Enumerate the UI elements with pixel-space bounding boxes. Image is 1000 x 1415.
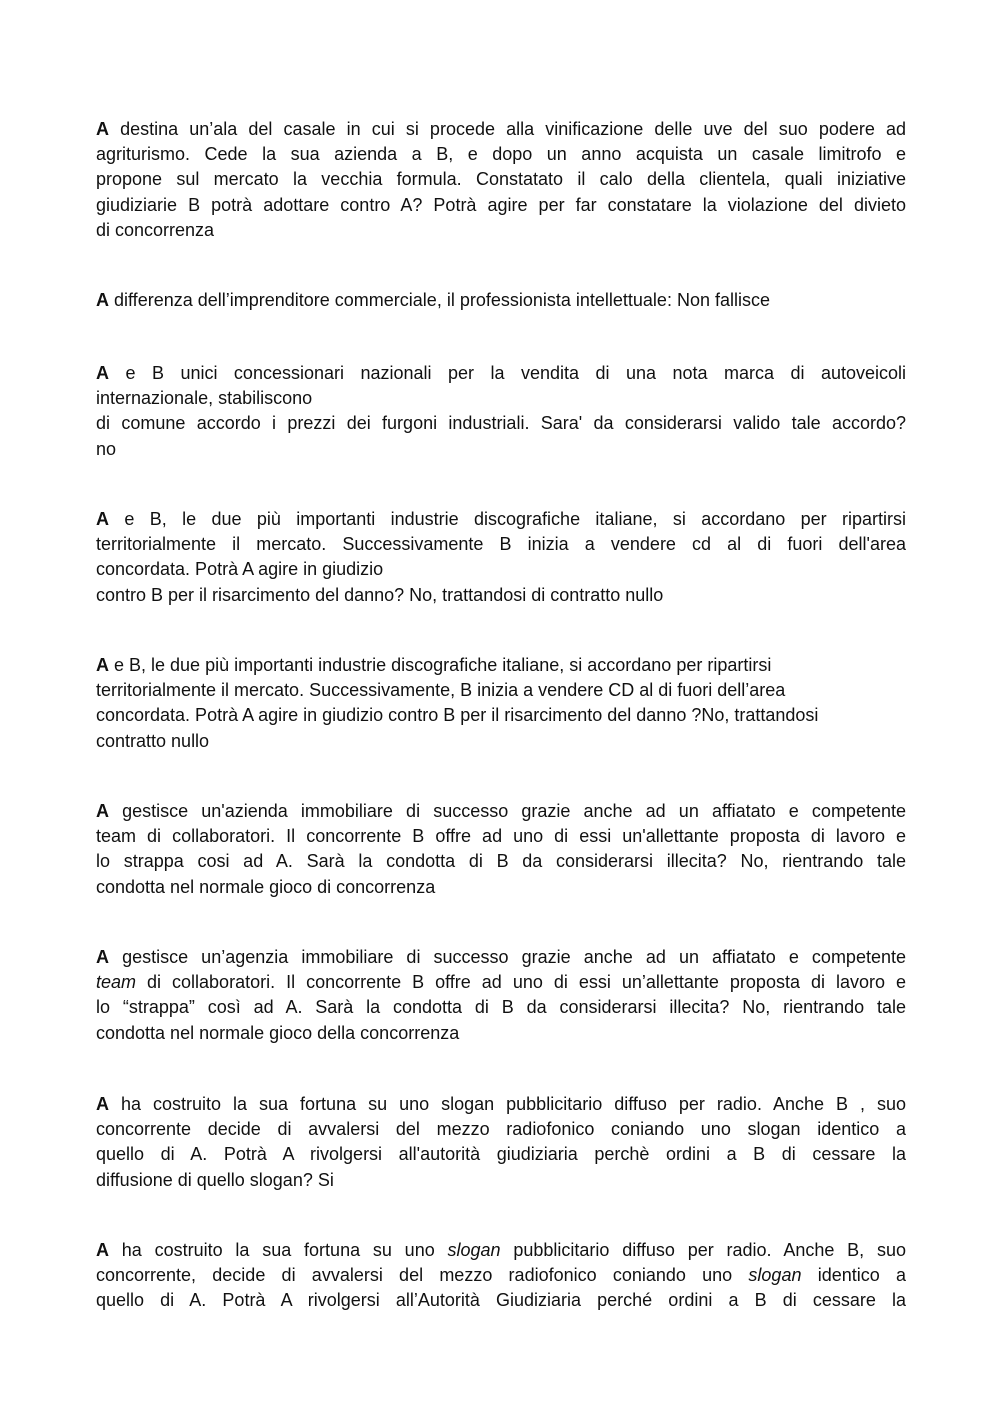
text-run: quello di A. Potrà A rivolgersi all’Autorità Giudiziaria perché ordini a B di cessare la bbox=[96, 1290, 906, 1311]
text-line bbox=[96, 703, 906, 728]
text-run: identico a bbox=[801, 1265, 906, 1286]
text-run: pubblicitario diffuso per radio. Anche B, suo bbox=[500, 1240, 906, 1260]
text-run: diffusione di quello slogan? Si bbox=[96, 1169, 334, 1190]
text-run: concordata. Potrà A agire in giudizio contro B per il risarcimento del danno ?No, trattandosi bbox=[96, 705, 819, 726]
qa-paragraph bbox=[96, 945, 906, 1046]
text-run: propone sul mercato la vecchia formula. Constatato il calo della clientela, quali iniziative bbox=[96, 169, 906, 190]
text-run: territorialmente il mercato. Successivamente, B inizia a vendere CD al di fuori dell’area bbox=[96, 680, 786, 701]
lead-letter: A bbox=[96, 509, 109, 529]
text-line bbox=[96, 193, 906, 218]
text-line bbox=[96, 729, 906, 754]
text-run: di collaboratori. Il concorrente B offre ad uno di essi un’allettante proposta di lavoro e bbox=[136, 972, 906, 993]
text-line bbox=[96, 167, 906, 192]
text-run: e B, le due più importanti industrie discografiche italiane, si accordano per ripartirsi bbox=[109, 509, 906, 529]
lead-letter: A bbox=[96, 119, 109, 139]
text-line bbox=[96, 799, 906, 824]
qa-paragraph bbox=[96, 117, 906, 243]
italic-term: slogan bbox=[748, 1265, 802, 1286]
text-run: giudiziarie B potrà adottare contro A? Potrà agire per far constatare la violazione del divieto bbox=[96, 194, 906, 215]
text-line bbox=[96, 583, 906, 608]
lead-letter: A bbox=[96, 1240, 109, 1260]
qa-paragraph bbox=[96, 1092, 906, 1193]
text-run: ha costruito la sua fortuna su uno slogan pubblicitario diffuso per radio. Anche B , suo bbox=[109, 1094, 906, 1114]
text-run: e B, le due più importanti industrie discografiche italiane, si accordano per ripartirsi bbox=[109, 655, 772, 675]
text-line bbox=[96, 532, 906, 557]
text-line bbox=[96, 411, 906, 436]
text-run: ha costruito la sua fortuna su uno bbox=[109, 1240, 448, 1260]
text-line bbox=[96, 218, 906, 243]
text-line bbox=[96, 1168, 906, 1193]
text-run: gestisce un'azienda immobiliare di successo grazie anche ad un affiatato e competente bbox=[109, 801, 906, 821]
text-line bbox=[96, 1238, 906, 1263]
text-line bbox=[96, 945, 906, 970]
text-run: no bbox=[96, 438, 117, 459]
text-run: internazionale, stabiliscono bbox=[96, 388, 313, 409]
lead-letter: A bbox=[96, 655, 109, 675]
text-run: team di collaboratori. Il concorrente B offre ad uno di essi un'allettante proposta di lavoro e bbox=[96, 826, 906, 847]
text-run: contratto nullo bbox=[96, 730, 210, 751]
text-run: lo “strappa” così ad A. Sarà la condotta di B da considerarsi illecita? No, rientrando tale bbox=[96, 997, 906, 1018]
text-line bbox=[96, 1092, 906, 1117]
text-line bbox=[96, 1142, 906, 1167]
text-run: differenza dell’imprenditore commerciale, il professionista intellettuale: Non fallisce bbox=[109, 290, 770, 310]
lead-letter: A bbox=[96, 290, 109, 310]
text-line bbox=[96, 970, 906, 995]
text-line bbox=[96, 386, 906, 411]
lead-letter: A bbox=[96, 363, 109, 383]
text-line bbox=[96, 849, 906, 874]
text-line bbox=[96, 824, 906, 849]
qa-paragraph bbox=[96, 653, 906, 754]
text-run: contro B per il risarcimento del danno? No, trattandosi di contratto nullo bbox=[96, 584, 664, 605]
text-line bbox=[96, 288, 906, 313]
qa-paragraph bbox=[96, 361, 906, 462]
text-line bbox=[96, 117, 906, 142]
text-line bbox=[96, 1117, 906, 1142]
text-line bbox=[96, 875, 906, 900]
text-run: di comune accordo i prezzi dei furgoni industriali. Sara' da considerarsi valido tale accordo? bbox=[96, 413, 906, 434]
text-run: agriturismo. Cede la sua azienda a B, e dopo un anno acquista un casale limitrofo e bbox=[96, 144, 906, 165]
italic-term: slogan bbox=[447, 1240, 501, 1260]
text-line bbox=[96, 1263, 906, 1288]
text-line bbox=[96, 361, 906, 386]
text-line bbox=[96, 653, 906, 678]
qa-paragraph bbox=[96, 507, 906, 608]
text-run: concordata. Potrà A agire in giudizio bbox=[96, 559, 384, 580]
text-run: destina un’ala del casale in cui si procede alla vinificazione delle uve del suo podere ad bbox=[109, 119, 906, 139]
lead-letter: A bbox=[96, 1094, 109, 1114]
qa-paragraph bbox=[96, 799, 906, 900]
text-line bbox=[96, 507, 906, 532]
qa-paragraph bbox=[96, 288, 906, 313]
text-run: concorrente decide di avvalersi del mezzo radiofonico coniando uno slogan identico a bbox=[96, 1119, 906, 1140]
text-run: di concorrenza bbox=[96, 219, 215, 240]
text-line bbox=[96, 142, 906, 167]
lead-letter: A bbox=[96, 801, 109, 821]
qa-paragraph bbox=[96, 1238, 906, 1314]
text-run: condotta nel normale gioco della concorrenza bbox=[96, 1022, 460, 1043]
lead-letter: A bbox=[96, 947, 109, 967]
text-run: quello di A. Potrà A rivolgersi all'autorità giudiziaria perchè ordini a B di cessare la bbox=[96, 1144, 906, 1165]
text-line bbox=[96, 437, 906, 462]
text-line bbox=[96, 995, 906, 1020]
text-run: territorialmente il mercato. Successivamente B inizia a vendere cd al di fuori dell'area bbox=[96, 534, 906, 555]
text-run: concorrente, decide di avvalersi del mezzo radiofonico coniando uno bbox=[96, 1265, 749, 1286]
text-run: gestisce un’agenzia immobiliare di successo grazie anche ad un affiatato e competente bbox=[109, 947, 906, 967]
text-line bbox=[96, 557, 906, 582]
text-run: lo strappa cosi ad A. Sarà la condotta di B da considerarsi illecita? No, rientrando tale bbox=[96, 851, 906, 872]
text-line bbox=[96, 678, 906, 703]
text-line bbox=[96, 1021, 906, 1046]
text-run: condotta nel normale gioco di concorrenza bbox=[96, 876, 436, 897]
text-line bbox=[96, 1288, 906, 1313]
text-run: e B unici concessionari nazionali per la vendita di una nota marca di autoveicoli bbox=[109, 363, 906, 383]
italic-term: team bbox=[96, 972, 137, 993]
